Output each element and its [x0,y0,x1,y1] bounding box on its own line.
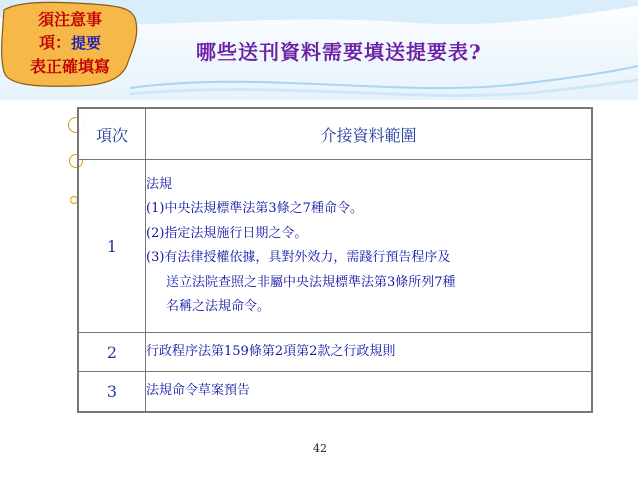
row-number: 1 [78,160,146,333]
row-line: 名稱之法規命令。 [166,299,271,314]
row-line: (3)有法律授權依據，具對外效力，需踐行預告程序及 [146,250,451,265]
notice-badge [6,8,134,78]
badge-line-1: 須注意事 [37,10,102,29]
row-number: 3 [78,372,146,413]
row-line: (1)中央法規標準法第3條之7種命令。 [146,201,363,216]
row-line: (2)指定法規施行日期之令。 [146,225,308,241]
badge-line-3: 表正確填寫 [29,57,110,76]
row-content: 法規命令草案預告 [146,372,593,413]
table-row [78,333,592,372]
page-number: 42 [313,442,327,455]
header-scope: 介接資料範圍 [146,108,593,160]
table-row [78,372,592,413]
row-number: 2 [78,333,146,372]
row-line: 送立法院查照之非屬中央法規標準法第3條所列7種 [166,274,456,290]
row-content: 行政程序法第159條第2項第2款之行政規則 [146,333,593,372]
badge-line-2-blue: 提要 [71,34,102,52]
row-content [146,160,593,333]
table-row [78,160,592,333]
submission-scope-table [77,107,593,413]
badge-line-2 [6,31,134,55]
slide-title: 哪些送刊資料需要填送提要表? [196,40,482,64]
row-line: 法規 [146,176,173,192]
badge-line-2-red: 項： [38,33,71,52]
table-header-row [78,108,592,160]
header-item-no: 項次 [78,108,146,160]
